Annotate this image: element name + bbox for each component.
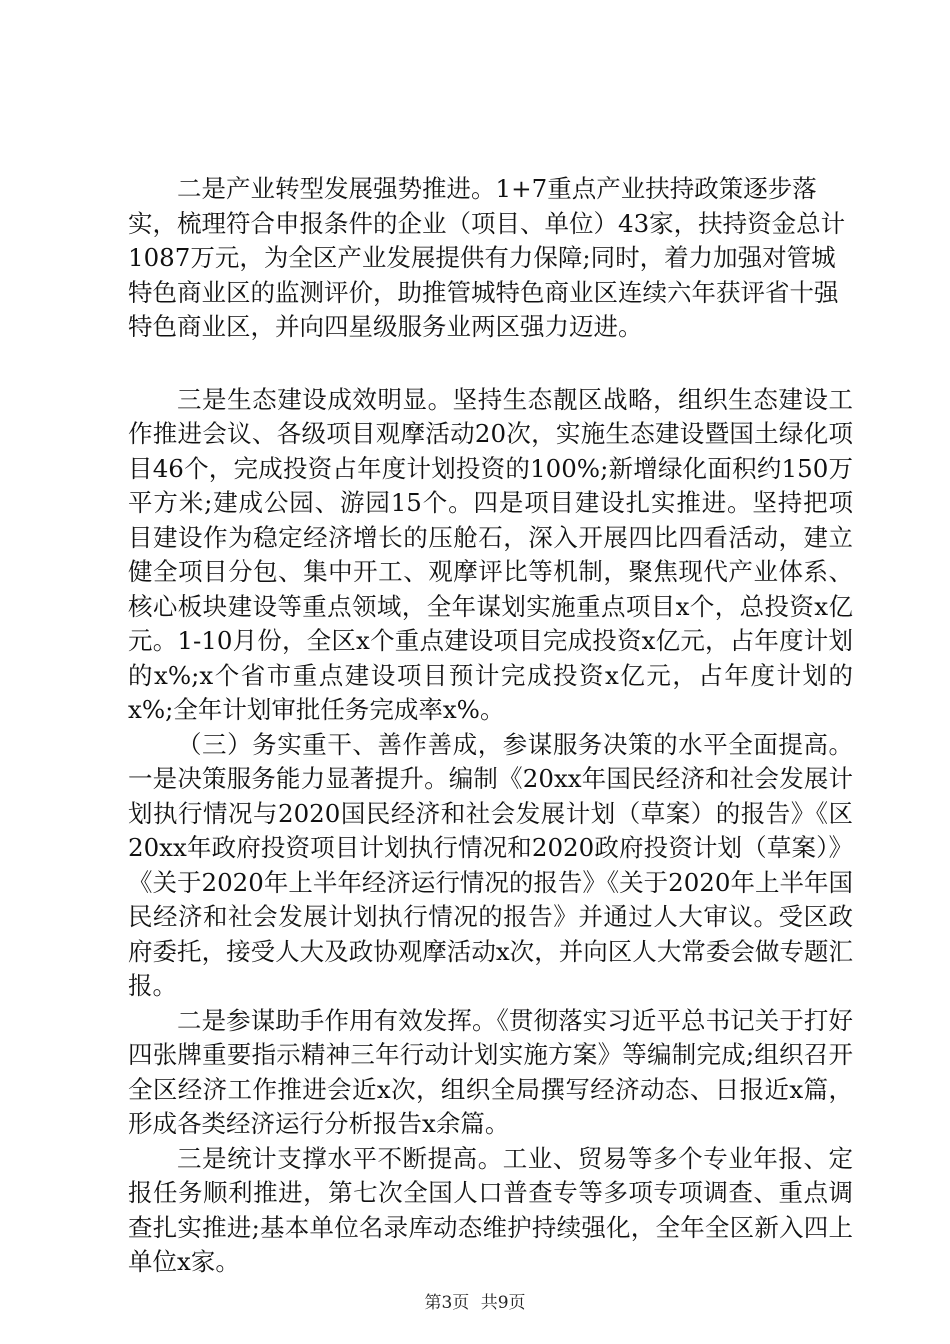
paragraph-gap	[128, 345, 853, 383]
paragraph-ecological-construction: 三是生态建设成效明显。坚持生态靓区战略，组织生态建设工作推进会议、各级项目观摩活动20次，实施生态建设暨国土绿化项目46个，完成投资占年度计划投资的100%;新增绿化面积约150万平方米;建成公园、游园15个。四是项目建设扎实推进。坚持把项目建设作为稳定经济增长的压舱石，深入开展四比四看活动，建立健全项目分包、集中开工、观摩评比等机制，聚焦现代产业体系、核心板块建设等重点领域，全年谋划实施重点项目x个，总投资x亿元。1-10月份，全区x个重点建设项目完成投资x亿元，占年度计划的x%;x个省市重点建设项目预计完成投资x亿元，占年度计划的x%;全年计划审批任务完成率x%。	[128, 384, 853, 724]
paragraph-statistics-support: 三是统计支撑水平不断提高。工业、贸易等多个专业年报、定报任务顺利推进，第七次全国人口普查专等多项专项调查、重点调查扎实推进;基本单位名录库动态维护持续强化，全年全区新入四上单位x家。	[128, 1143, 853, 1276]
page-footer	[0, 1292, 950, 1314]
paragraph-decision-service: （三）务实重干、善作善成，参谋服务决策的水平全面提高。一是决策服务能力显著提升。编制《20xx年国民经济和社会发展计划执行情况与2020国民经济和社会发展计划（草案）的报告》《区20xx年政府投资项目计划执行情况和2020政府投资计划（草案）》《关于2020年上半年经济运行情况的报告》《关于2020年上半年国民经济和社会发展计划执行情况的报告》并通过人大审议。受区政府委托，接受人大及政协观摩活动x次，并向区人大常委会做专题汇报。	[128, 729, 853, 1000]
document-body	[128, 172, 853, 1280]
paragraph-advisory-role: 二是参谋助手作用有效发挥。《贯彻落实习近平总书记关于打好四张牌重要指示精神三年行动计划实施方案》等编制完成;组织召开全区经济工作推进会近x次，组织全局撰写经济动态、日报近x篇，形成各类经济运行分析报告x余篇。	[128, 1005, 853, 1138]
paragraph-industry-transformation: 二是产业转型发展强势推进。1+7重点产业扶持政策逐步落实，梳理符合申报条件的企业（项目、单位）43家，扶持资金总计1087万元，为全区产业发展提供有力保障;同时，着力加强对管城特色商业区的监测评价，助推管城特色商业区连续六年获评省十强特色商业区，并向四星级服务业两区强力迈进。	[128, 174, 846, 341]
page-number-total: 共9页	[480, 1293, 526, 1313]
page-number-current: 第3页	[424, 1293, 470, 1313]
